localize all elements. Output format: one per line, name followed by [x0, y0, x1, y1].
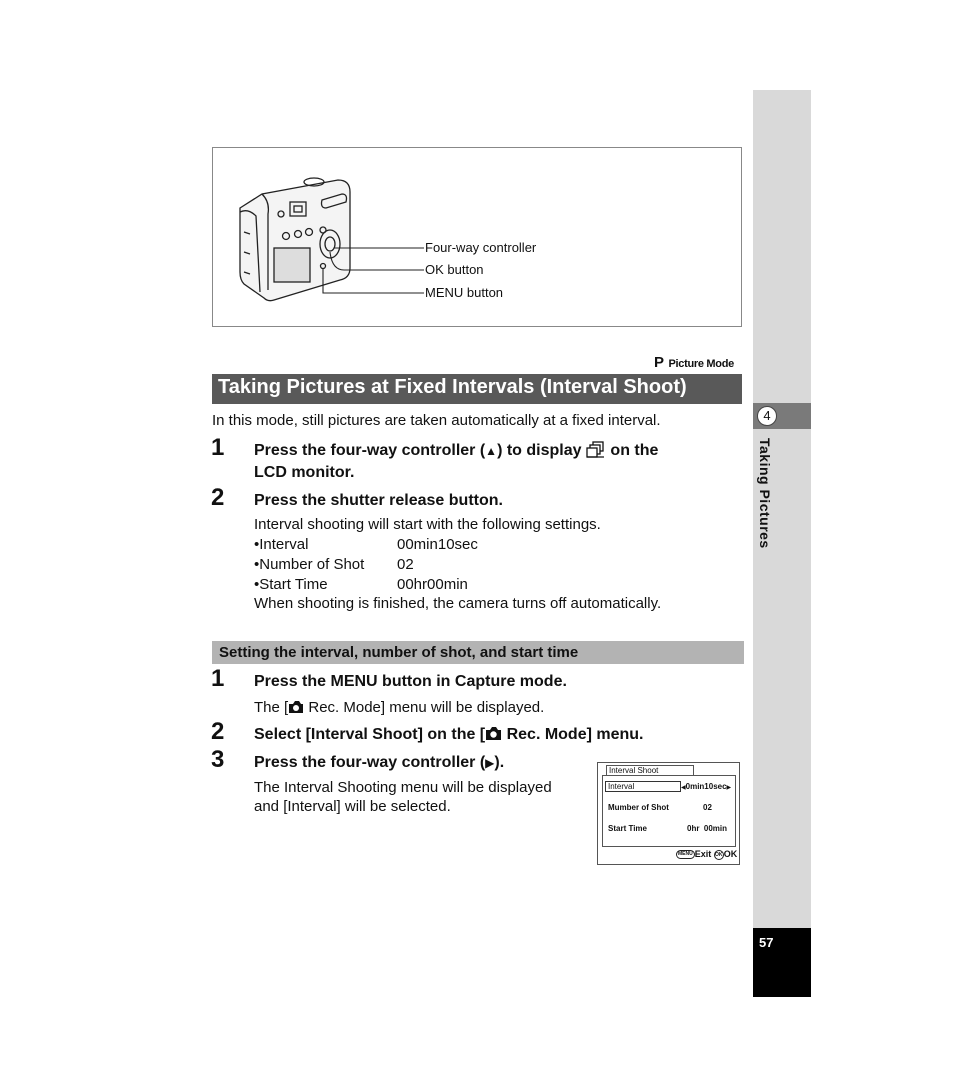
settings-value-interval: 00min10sec: [397, 536, 478, 553]
left-arrow-icon: ◀: [681, 785, 686, 791]
step-b3-note-line1: The Interval Shooting menu will be displayed: [254, 779, 552, 796]
settings-value-start: 00hr00min: [397, 576, 468, 593]
lcd-row-shots-value: 02: [703, 803, 712, 812]
step-b2-pre: Select [Interval Shoot] on the [: [254, 726, 486, 743]
step-a1-line2: LCD monitor.: [254, 464, 355, 481]
camera-illustration: [234, 172, 434, 312]
ok-key-icon: OK: [715, 851, 723, 858]
step-a1-post: on the: [605, 442, 659, 459]
step-a2-text: Press the shutter release button.: [254, 492, 503, 509]
mode-indicator: [654, 354, 734, 372]
lcd-menu-tab: Interval Shoot: [606, 765, 694, 776]
right-arrow-icon: ▶: [726, 785, 732, 791]
callout-four-way-controller: Four-way controller: [425, 240, 537, 255]
lcd-row-start-value: 0hr 00min: [687, 824, 728, 833]
step-a1-pre: Press the four-way controller (: [254, 442, 486, 459]
lcd-row-interval-value: [681, 782, 731, 791]
settings-label-shots: •Number of Shot: [254, 556, 365, 573]
intro-text: In this mode, still pictures are taken automatically at a fixed interval.: [212, 412, 661, 429]
step-b2-number: 2: [211, 718, 225, 745]
menu-key-icon: MENU: [678, 851, 693, 858]
step-b3-post: ).: [494, 754, 505, 771]
lcd-row-shots-label: Mumber of Shot: [608, 803, 669, 812]
lcd-footer: [676, 849, 737, 860]
step-b1-number: 1: [211, 665, 225, 692]
section-title: Taking Pictures at Fixed Intervals (Interval Shoot): [218, 376, 687, 398]
step-b1-note: [254, 698, 544, 718]
step-b2-post: Rec. Mode] menu.: [502, 726, 644, 743]
lcd-row-interval-label: Interval: [605, 781, 681, 792]
settings-label-interval: •Interval: [254, 536, 309, 553]
right-triangle-icon: ▶: [485, 756, 495, 770]
lcd-exit-label: Exit: [694, 849, 712, 859]
page-number: 57: [759, 935, 774, 950]
camera-icon: [288, 700, 304, 714]
step-a2-number: 2: [211, 484, 225, 511]
settings-lead: Interval shooting will start with the following settings.: [254, 516, 601, 533]
settings-label-start: •Start Time: [254, 576, 328, 593]
step-b1-note-post: Rec. Mode] menu will be displayed.: [304, 699, 545, 716]
step-a1-text: [254, 440, 658, 462]
step-b3-note-line2: and [Interval] will be selected.: [254, 798, 451, 815]
callout-ok-button: OK button: [425, 262, 484, 277]
step-b3-text: [254, 752, 504, 774]
lcd-interval-value-text: 0min10sec: [685, 782, 727, 791]
interval-shoot-icon: [586, 441, 606, 458]
camera-icon: [485, 726, 502, 741]
step-b3-pre: Press the four-way controller (: [254, 754, 486, 771]
chapter-title: Taking Pictures: [757, 438, 773, 549]
chapter-number: 4: [757, 406, 777, 426]
lcd-row-start-label: Start Time: [608, 824, 647, 833]
settings-tail: When shooting is finished, the camera turns off automatically.: [254, 595, 662, 612]
lcd-ok-label: OK: [723, 849, 738, 859]
callout-menu-button: MENU button: [425, 285, 504, 300]
step-b3-number: 3: [211, 746, 225, 773]
subsection-title: Setting the interval, number of shot, and start time: [219, 644, 579, 661]
step-b2-text: [254, 724, 644, 746]
up-triangle-icon: ▲: [485, 444, 498, 458]
step-a1-mid: ) to display: [497, 442, 586, 459]
step-b1-note-pre: The [: [254, 699, 289, 716]
mode-label: Picture Mode: [668, 358, 734, 370]
settings-value-shots: 02: [397, 556, 414, 573]
step-a1-number: 1: [211, 434, 225, 461]
mode-letter: P: [654, 354, 665, 371]
step-b1-text: Press the MENU button in Capture mode.: [254, 673, 567, 690]
